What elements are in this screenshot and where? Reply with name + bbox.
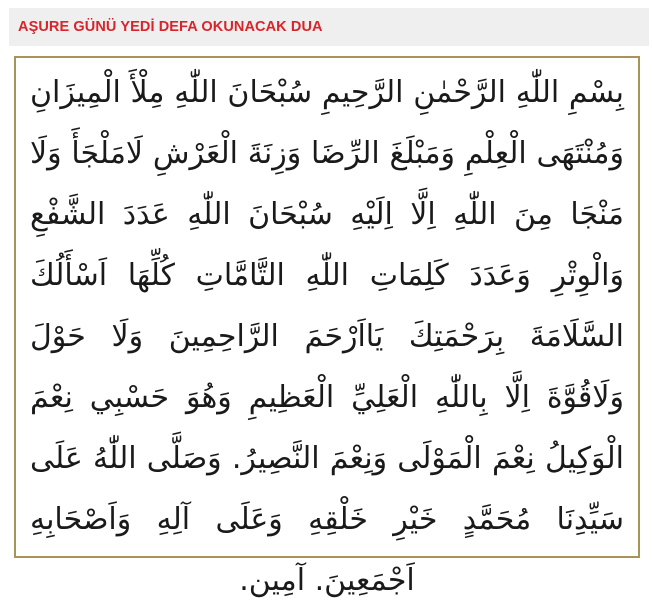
page-title: AŞURE GÜNÜ YEDİ DEFA OKUNACAK DUA [18, 19, 323, 35]
page-header [9, 8, 649, 46]
dua-frame [14, 56, 640, 598]
dua-text: بِسْمِ اللّٰهِ الرَّحْمٰنِ الرَّحِيمِ سُبْحَانَ اللّٰهِ مِلْأَ الْمِيزَانِ وَمُنْتَهَى الْعِلْمِ وَمَبْلَغَ الرِّضَا وَزِنَةَ الْعَرْشِ لَامَلْجَأَ وَلَا مَنْجَا مِنَ اللّٰهِ اِلَّا اِلَيْهِ سُبْحَانَ اللّٰهِ عَدَدَ الشَّفْعِ وَالْوِتْرِ وَعَدَدَ كَلِمَاتِ اللّٰهِ التَّامَّاتِ كُلِّهَا اَسْأَلُكَ السَّلَامَةَ بِرَحْمَتِكَ يَااَرْحَمَ الرَّاحِمِينَ وَلَا حَوْلَ وَلَاقُوَّةَ اِلَّا بِاللّٰهِ الْعَلِيِّ الْعَظِيمِ وَهُوَ حَسْبِي نِعْمَ الْوَكِيلُ نِعْمَ الْمَوْلَى وَنِعْمَ النَّصِيرُ. وَصَلَّى اللّٰهُ عَلَى سَيِّدِنَا مُحَمَّدٍ خَيْرِ خَلْقِهِ وَعَلَى آلِهِ وَاَصْحَابِهِ اَجْمَعِينَ. آمِين. [30, 75, 624, 598]
